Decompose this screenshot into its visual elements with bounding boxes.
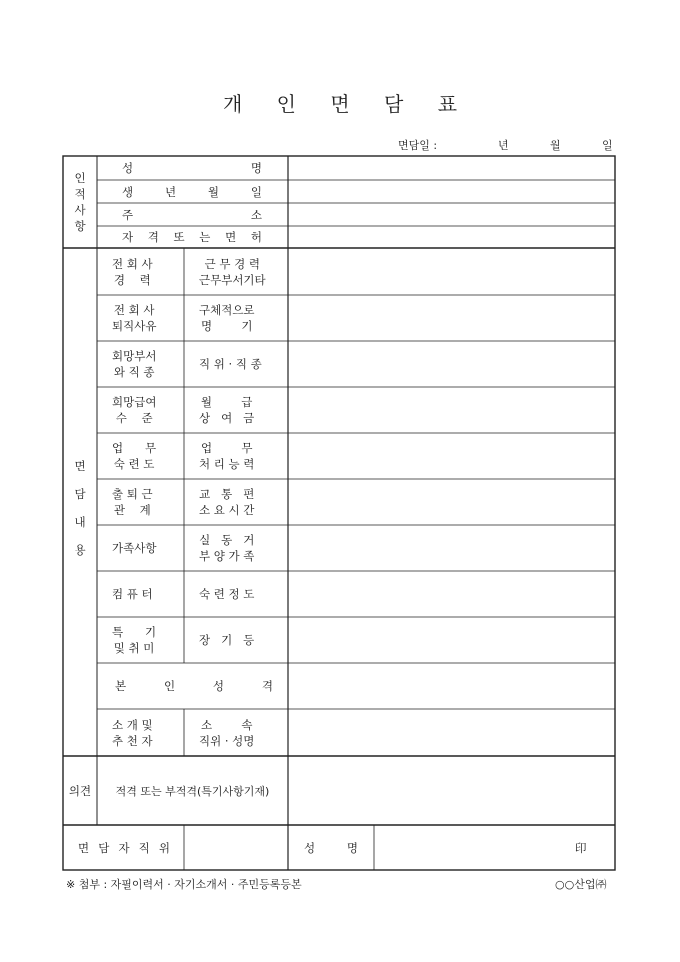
work-proficiency-label: 업 무 숙 련 도 — [112, 441, 157, 471]
work-experience-field[interactable] — [289, 248, 615, 295]
address-field[interactable] — [289, 203, 615, 226]
referrer-label: 소 개 및 추 천 자 — [112, 717, 153, 748]
personality-label: 본 인 성 격 — [115, 679, 273, 693]
referrer-field[interactable] — [289, 709, 615, 756]
license-field[interactable] — [289, 226, 615, 248]
seal-mark: 印 — [575, 840, 587, 855]
desired-position-field[interactable] — [289, 341, 615, 387]
affiliation-position-label: 소 속 직위 · 성명 — [199, 717, 255, 748]
work-ability-field[interactable] — [289, 433, 615, 479]
commute-field[interactable] — [289, 479, 615, 525]
transport-time-label: 교 통 편 소 요 시 간 — [199, 487, 255, 517]
interview-date-label: 면담일 : — [398, 139, 438, 152]
resignation-reason-field[interactable] — [289, 295, 615, 341]
personal-section-label: 인 적 사 항 — [74, 171, 86, 233]
prev-company-career-label: 전 회 사 경 력 — [112, 256, 153, 287]
opinion-description: 적격 또는 부적격(특기사항기재) — [115, 784, 270, 798]
form-title: 개 인 면 담 표 — [222, 92, 472, 116]
name-label: 성 명 — [122, 161, 262, 175]
proficiency-level-label: 숙 련 정 도 — [199, 587, 255, 601]
address-label: 주 소 — [122, 207, 262, 222]
computer-field[interactable] — [289, 571, 615, 617]
prev-company-resignation-label: 전 회 사 퇴직사유 — [112, 303, 157, 333]
date-month-label: 월 — [550, 139, 561, 152]
date-day-label: 일 — [602, 139, 613, 152]
commute-label: 출 퇴 근 관 계 — [112, 487, 153, 517]
desired-salary-label: 희망급여 수 준 — [112, 395, 157, 425]
interviewer-position-label: 면 담 자 직 위 — [78, 840, 170, 855]
opinion-field[interactable] — [289, 756, 615, 825]
desired-department-label: 회망부서 와 직 종 — [112, 349, 157, 379]
hobbies-label: 특 기 및 취 미 — [112, 625, 157, 655]
specify-detail-label: 구체적으로 명 기 — [199, 303, 255, 333]
birthdate-field[interactable] — [289, 180, 615, 203]
interviewer-name-field[interactable] — [375, 825, 575, 870]
interview-section-label: 면 담 내 용 — [74, 459, 86, 557]
interviewer-position-field[interactable] — [185, 825, 288, 870]
salary-bonus-label: 월 급 상 여 금 — [199, 395, 255, 425]
dependents-label: 실 동 거 부 양 가 족 — [199, 533, 255, 563]
salary-field[interactable] — [289, 387, 615, 433]
family-field[interactable] — [289, 525, 615, 571]
interviewer-name-label: 성 명 — [304, 840, 358, 855]
birthdate-label: 생 년 월 일 — [122, 184, 262, 199]
work-experience-label: 근 무 경 력 근무부서기타 — [199, 256, 266, 287]
opinion-label: 의견 — [68, 783, 92, 798]
license-label: 자 격 또 는 면 허 — [122, 230, 262, 244]
name-field[interactable] — [289, 156, 615, 180]
position-job-label: 직 위 · 직 종 — [199, 357, 262, 371]
personality-field[interactable] — [289, 663, 615, 709]
attachments-note: ※ 첨부 : 자필이력서 · 자기소개서 · 주민등록등본 — [66, 878, 302, 891]
date-year-label: 년 — [498, 139, 509, 152]
company-name: ○○산업㈜ — [555, 878, 607, 891]
hobbies-field[interactable] — [289, 617, 615, 663]
computer-label: 컴 퓨 터 — [112, 587, 153, 601]
work-ability-label: 업 무 처 리 능 력 — [199, 441, 255, 471]
talents-label: 장 기 등 — [199, 633, 255, 647]
family-label: 가족사항 — [112, 541, 157, 555]
